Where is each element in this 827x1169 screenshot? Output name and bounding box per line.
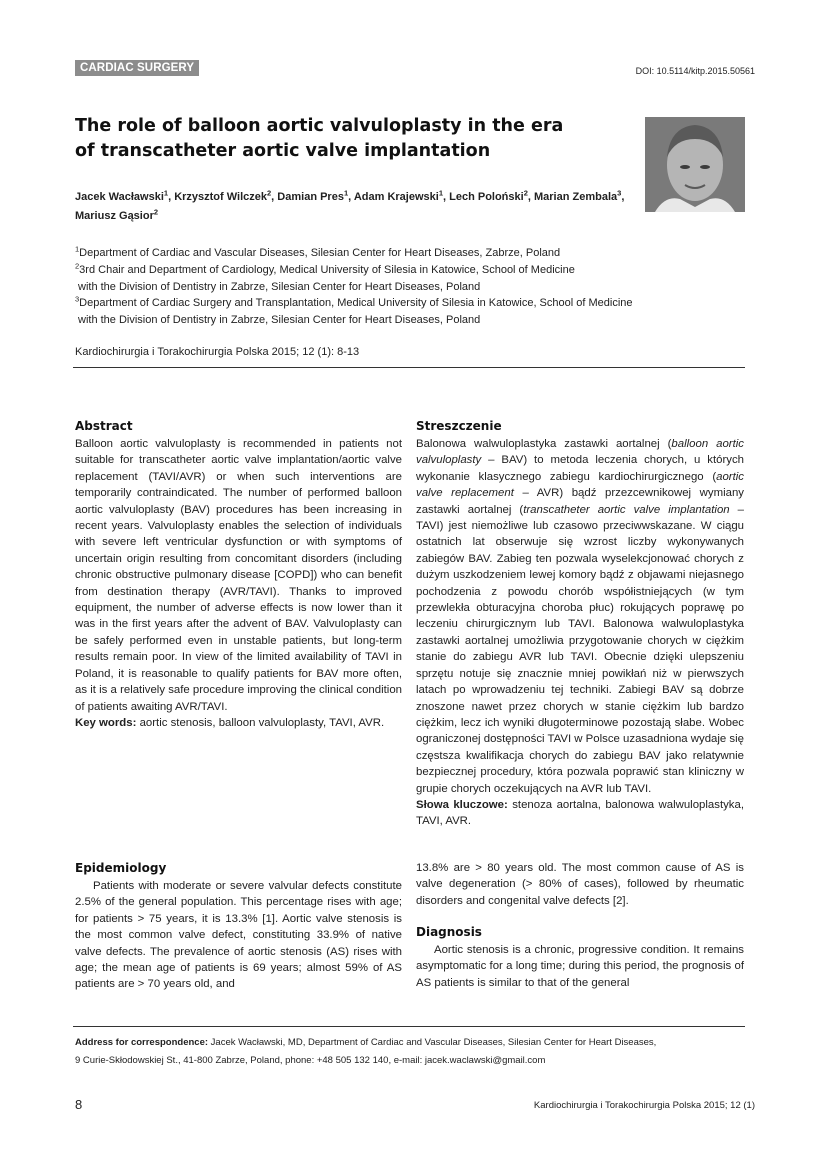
epidemiology-heading: Epidemiology: [75, 861, 167, 875]
running-footer: Kardiochirurgia i Torakochirurgia Polska 2015; 12 (1): [533, 1100, 755, 1111]
correspondence-address: Address for correspondence: Jacek Wacławski, MD, Department of Cardiac and Vascular Diseases, Silesian Center for Heart Diseases, 9 Curie-Skłodowskiej St., 41-800 Zabrze, Poland, phone: +48 505 132 140, e-mail: jacek.waclawski@gmail.com: [75, 1037, 657, 1066]
section-tag: CARDIAC SURGERY: [75, 60, 199, 76]
epidemiology-section: [75, 860, 402, 993]
doi[interactable]: DOI: 10.5114/kitp.2015.50561: [635, 66, 755, 76]
divider: [73, 367, 745, 368]
streszczenie-heading: Streszczenie: [416, 419, 502, 433]
page-number: 8: [75, 1097, 83, 1112]
streszczenie-section: [416, 418, 744, 830]
author: Adam Krajewski$^1$: [353, 188, 443, 203]
affiliation: $^1$Department of Cardiac and Vascular Diseases, Silesian Center for Heart Diseases, Zabrze, Poland: [75, 244, 561, 259]
author-list: Jacek Wacławski$^1$, Krzysztof Wilczek$^2$, Damian Pres$^1$, Adam Krajewski$^1$, Lech Poloński$^2$, Marian Zembala$^3$, Mariusz Gąsior$^2$: [75, 188, 625, 222]
streszczenie-text: Balonowa walwuloplastyka zastawki aortalnej (balloon aortic valvuloplasty – BAV) to metoda leczenia chorych, u których wykonanie klasycznego zabiegu kardiochirurgicznego (aortic valve replacement – AVR) bądź przezcewnikowej wymiany zastawki aortalnej (transcatheter aortic valve implantation – TAVI) jest niemożliwe lub czasowo przeciwwskazane. W ciągu ostatnich lat obserwuje się wzrost liczby wykonywanych zabiegów BAV. Zabieg ten pozwala wyselekcjonować chorych z dużym uszkodzeniem lewej komory bądź z objawami niejasnego pochodzenia z powodu chorób współistniejących (w tym przewlekła obturacyjna choroba płuc) rokujących poprawę po leczeniu chirurgicznym lub TAVI. Balonowa walwuloplastyka zastawki aortalnej umożliwia przygotowanie chorych w ciężkim stanie do zabiegu AVR lub TAVI. Obecnie dzięki ulepszeniu sprzętu notuje się znacznie mniej powikłań niż w pierwszych latach po wprowadzeniu tej techniki. Zabiegi BAV są dobrze znoszone nawet przez chorych w stanie ciężkim lub bardzo ciężkim, lecz ich wyniki długoterminowe pozostają słabe. Wobec ograniczonej dostępności TAVI w Polsce uzasadniona wydaje się częstsza kwalifikacja chorych do zabiegu BAV jako relatywnie bezpiecznej procedury, która pozwala poprawić stan kliniczny w grupie chorych oczekujących na AVR lub TAVI.: [416, 438, 744, 795]
abstract-keywords: Key words: aortic stenosis, balloon valvuloplasty, TAVI, AVR.: [75, 716, 385, 729]
epidemiology-continued: [416, 860, 744, 909]
diagnosis-text: Aortic stenosis is a chronic, progressive condition. It remains asymptomatic for a long time; during this period, the prognosis of AS patients is similar to that of the general: [416, 944, 744, 989]
divider: [73, 1026, 745, 1027]
author: Mariusz Gąsior$^2$: [75, 207, 159, 222]
affiliation: $^3$Department of Cardiac Surgery and Transplantation, Medical University of Silesia in Katowice, School of Medicine with the Division of Dentistry in Zabrze, Silesian Center for Heart Diseases, Poland: [75, 294, 633, 327]
author: Damian Pres$^1$: [277, 188, 349, 203]
diagnosis-heading: Diagnosis: [416, 925, 482, 939]
affiliations: [75, 245, 705, 329]
author: Jacek Wacławski$^1$: [75, 188, 169, 203]
author: Marian Zembala$^3$: [534, 188, 622, 203]
author-portrait: [645, 117, 745, 212]
epidemiology-text: Patients with moderate or severe valvular defects constitute 2.5% of the general population. This percentage rises with age; for patients > 75 years, it is 13.3% [1]. Aortic valve stenosis is the most common valve defect, constituting 33.9% of native valve defects. The prevalence of aortic stenosis (AS) rises with age; the mean age of patients is 69 years; almost 59% of AS patients are > 70 years old, and: [75, 880, 402, 991]
citation: Kardiochirurgia i Torakochirurgia Polska 2015; 12 (1): 8-13: [75, 346, 360, 358]
abstract-section: [75, 418, 402, 731]
affiliation: $^2$3rd Chair and Department of Cardiology, Medical University of Silesia in Katowice, School of Medicine with the Division of Dentistry in Zabrze, Silesian Center for Heart Diseases, Poland: [75, 261, 575, 293]
title-line-2: of transcatheter aortic valve implantation: [75, 141, 491, 161]
author: Krzysztof Wilczek$^2$: [174, 188, 272, 203]
diagnosis-section: [416, 924, 744, 991]
article-title: [75, 114, 615, 164]
correspondence-label: Address for correspondence:: [75, 1037, 209, 1048]
epidemiology-text-continued: 13.8% are > 80 years old. The most common cause of AS is valve degeneration (> 80% of cases), followed by rheumatic disorders and congenital valve defects [2].: [416, 862, 744, 907]
author: Lech Poloński$^2$: [449, 188, 528, 203]
title-line-1: The role of balloon aortic valvuloplasty in the era: [75, 116, 564, 136]
streszczenie-keywords: Słowa kluczowe: stenoza aortalna, balonowa walwuloplastyka, TAVI, AVR.: [416, 798, 745, 828]
abstract-heading: Abstract: [75, 419, 133, 433]
abstract-text: Balloon aortic valvuloplasty is recommended in patients not suitable for transcatheter aortic valve implantation/aortic valve replacement (TAVI/AVR) or when such interventions are temporarily contraindicated. The number of performed balloon aortic valvuloplasty (BAV) procedures has been increasing in recent years. Valvuloplasty enables the selection of individuals with severe left ventricular dysfunction or with symptoms of uncertain origin resulting from concomitant disorders (including chronic obstructive pulmonary disease [COPD]) who can benefit from destination therapy (AVR/TAVI). Thanks to improved equipment, the number of adverse effects is now lower than it was in the first years after the advent of BAV. Valvuloplasty can be safely performed even in unstable patients, but long-term results remain poor. In view of the limited availability of TAVI in Poland, it is reasonable to qualify patients for BAV more often, as it is a relatively safe procedure improving the clinical condition of patients awaiting AVR/TAVI.: [75, 438, 402, 713]
portrait-image: [645, 117, 745, 212]
